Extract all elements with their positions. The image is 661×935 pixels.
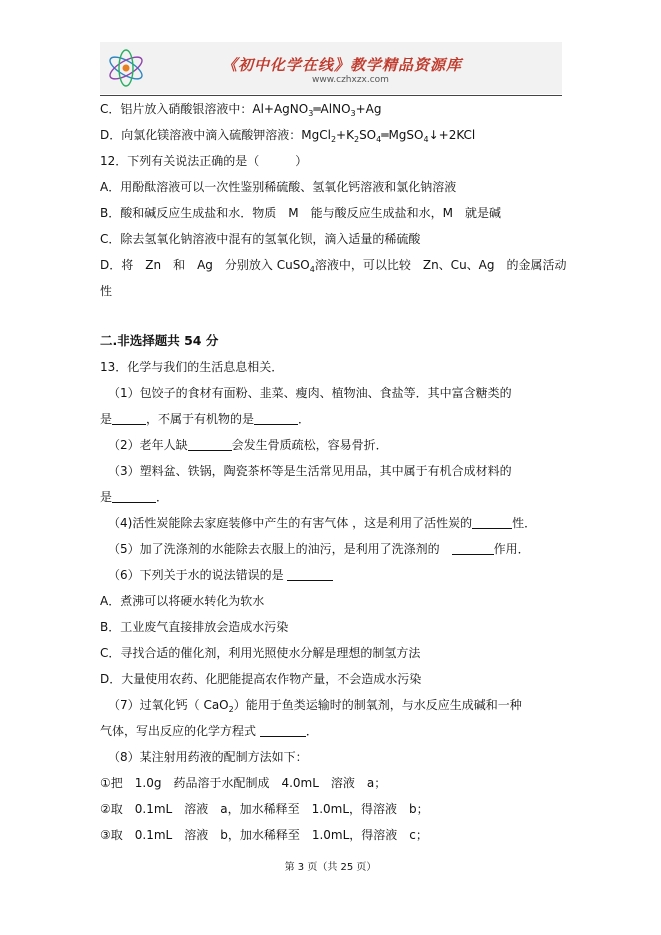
answer-blank xyxy=(112,412,146,425)
answer-blank xyxy=(112,490,156,503)
q13-part8-step3: ③取 0.1mL 溶液 b，加水稀释至 1.0mL，得溶液 c； xyxy=(100,828,428,842)
page-footer: 第 3 页（共 25 页） xyxy=(284,862,377,873)
q13-part2: （2）老年人缺 会发生骨质疏松，容易骨折． xyxy=(108,438,388,452)
q13-part8: （8）某注射用药液的配制方法如下： xyxy=(108,750,308,764)
q13-part6-option-a: A．煮沸可以将硬水转化为软水 xyxy=(100,594,265,608)
q12-stem: 12．下列有关说法正确的是（ ） xyxy=(100,154,308,168)
q13-part8-step2: ②取 0.1mL 溶液 a，加水稀释至 1.0mL，得溶液 b； xyxy=(100,802,429,816)
header-divider xyxy=(100,95,562,96)
q13-part6-option-c: C．寻找合适的催化剂，利用光照使水分解是理想的制氢方法 xyxy=(100,646,421,660)
q13-part7-cont: 气体，写出反应的化学方程式 ． xyxy=(100,724,318,738)
q13-part3: （3）塑料盆、铁锅，陶瓷茶杯等是生活常见用品，其中属于有机合成材料的 xyxy=(108,464,512,478)
q12-option-a: A．用酚酞溶液可以一次性鉴别稀硫酸、氢氧化钙溶液和氯化钠溶液 xyxy=(100,180,457,194)
q13-part8-step1: ①把 1.0g 药品溶于水配制成 4.0mL 溶液 a； xyxy=(100,776,387,790)
atom-logo-icon xyxy=(104,48,148,88)
answer-blank xyxy=(287,568,333,581)
q13-part5: （5）加了洗涤剂的水能除去衣服上的油污，是利用了洗涤剂的 作用． xyxy=(108,542,530,556)
answer-blank xyxy=(452,542,494,555)
q13-part3-cont: 是 ． xyxy=(100,490,169,504)
q13-part1-cont: 是 ，不属于有机物的是 ． xyxy=(100,412,311,426)
section-heading: 二.非选择题共 54 分 xyxy=(100,333,219,348)
answer-blank xyxy=(472,516,512,529)
q11-option-c: C．铝片放入硝酸银溶液中：Al+AgNO$_3$═AlNO$_3$+Ag xyxy=(100,102,382,118)
q12-option-d-cont: 性 xyxy=(100,284,113,298)
answer-blank xyxy=(254,412,298,425)
q13-part6-option-d: D．大量使用农药、化肥能提高农作物产量，不会造成水污染 xyxy=(100,672,422,686)
q12-option-b: B．酸和碱反应生成盐和水．物质 M 能与酸反应生成盐和水，M 就是碱 xyxy=(100,206,501,220)
q13-part7: （7）过氧化钙（ CaO$_2$）能用于鱼类运输时的制氧剂，与水反应生成碱和一种 xyxy=(108,698,522,714)
answer-blank xyxy=(188,438,232,451)
q13-part6: （6）下列关于水的说法错误的是 xyxy=(108,567,333,583)
header-url: www.czhxzx.com xyxy=(312,75,389,85)
q13-stem: 13．化学与我们的生活息息相关． xyxy=(100,360,284,374)
q12-option-d: D．将 Zn 和 Ag 分别放入 CuSO$_4$溶液中，可以比较 Zn、Cu、Ag 的金属活动 xyxy=(100,258,567,274)
q12-option-c: C．除去氢氧化钠溶液中混有的氢氧化钡，滴入适量的稀硫酸 xyxy=(100,232,421,246)
header-title: 《初中化学在线》教学精品资源库 xyxy=(222,56,463,74)
answer-blank xyxy=(260,724,306,737)
q11-option-d: D．向氯化镁溶液中滴入硫酸钾溶液：$MgCl_2+K_2SO_4═MgSO_4↓+2KCl$ xyxy=(100,128,476,144)
q13-part1: （1）包饺子的食材有面粉、韭菜、瘦肉、植物油、食盐等．其中富含糖类的 xyxy=(108,386,512,400)
q13-part4: （4)活性炭能除去家庭装修中产生的有害气体 ，这是利用了活性炭的 性． xyxy=(108,516,537,530)
q13-part6-option-b: B．工业废气直接排放会造成水污染 xyxy=(100,620,289,634)
